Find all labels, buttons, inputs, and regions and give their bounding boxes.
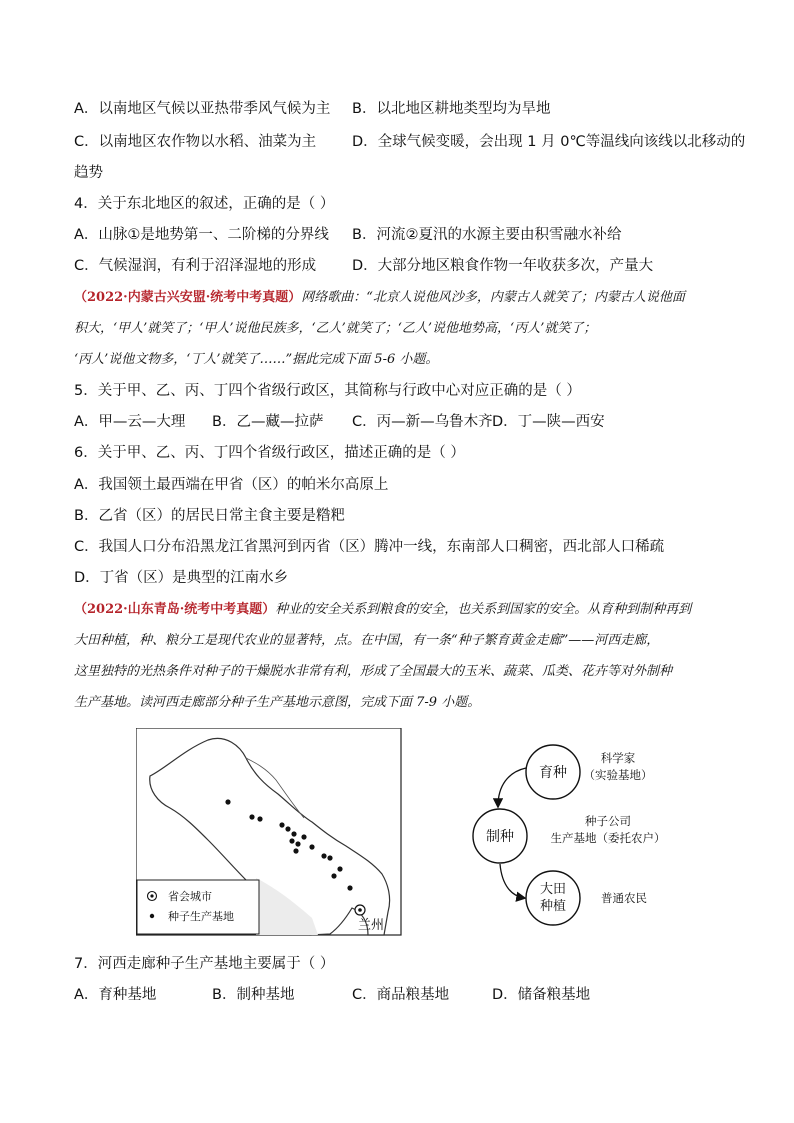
q7-option-a: A．育种基地 [74, 987, 157, 1003]
q6-option-b: B．乙省（区）的居民日常主食主要是糌粑 [74, 508, 345, 524]
legend-base-icon [150, 914, 154, 918]
legend-capital-label: 省会城市 [168, 890, 212, 903]
actor2-label-1: 种子公司 [585, 814, 631, 828]
step-seed-production-label: 制种 [486, 829, 514, 845]
passage1-line1 [74, 288, 685, 308]
seed-base-dot [225, 799, 230, 804]
seed-base-dot [257, 816, 262, 821]
capital-city-icon-center [358, 908, 362, 912]
map-legend [137, 880, 259, 934]
seed-base-dot [285, 826, 290, 831]
seed-base-dot [279, 822, 284, 827]
q4-option-a: A．山脉①是地势第一、二阶梯的分界线 [74, 227, 329, 243]
passage2-text: 种业的安全关系到粮食的安全，也关系到国家的安全。从育种到制种再到 [275, 602, 692, 617]
actor3-label: 普通农民 [601, 891, 647, 905]
passage1-text: 网络歌曲：“北京人说他风沙多，内蒙古人就笑了；内蒙古人说他面 [301, 290, 685, 305]
q5-option-b: B．乙—藏—拉萨 [212, 414, 324, 430]
q6-option-a: A．我国领土最西端在甲省（区）的帕米尔高原上 [74, 477, 389, 493]
passage2-line2: 大田种植，种、粮分工是现代农业的显著特，点。在中国，有一条“种子繁育黄金走廊”——河西走廊， [74, 633, 660, 648]
passage2-source: （2022·山东青岛·统考中考真题） [74, 602, 276, 617]
q4-stem: 4．关于东北地区的叙述，正确的是（ ） [74, 196, 335, 212]
q3-option-d-continued: 趋势 [74, 165, 103, 181]
arrow-breeding-to-production [498, 768, 526, 806]
q7-option-d: D．储备粮基地 [492, 987, 591, 1003]
q5-option-d: D．丁—陕—西安 [492, 414, 605, 430]
legend-base-label: 种子生产基地 [168, 910, 234, 923]
q3-option-d: D．全球气候变暖，会出现 1 月 0℃等温线向该线以北移动的 [352, 134, 746, 150]
q6-stem: 6．关于甲、乙、丙、丁四个省级行政区，描述正确的是（ ） [74, 445, 465, 461]
passage2-line3: 这里独特的光热条件对种子的干燥脱水非常有利，形成了全国最大的玉米、蔬菜、瓜类、花卉等对外制种 [74, 664, 673, 679]
seed-base-dot [327, 855, 332, 860]
seed-base-dot [295, 841, 300, 846]
q3-option-b: B．以北地区耕地类型均为旱地 [352, 101, 551, 117]
seed-base-dot [347, 885, 352, 890]
q7-option-b: B．制种基地 [212, 987, 295, 1003]
q6-option-d: D．丁省（区）是典型的江南水乡 [74, 570, 289, 586]
q7-stem: 7．河西走廊种子生产基地主要属于（ ） [74, 956, 335, 972]
seed-base-dot [293, 848, 298, 853]
passage2-line1 [74, 600, 691, 620]
actor1-label-1: 科学家 [600, 751, 636, 765]
passage1-line2: 积大，‘甲人’就笑了；‘甲人’说他民族多，‘乙人’就笑了；‘乙人’说他地势高，‘丙人’就笑了； [74, 321, 597, 336]
passage1-source: （2022·内蒙古兴安盟·统考中考真题） [74, 290, 302, 305]
seed-base-dot [301, 834, 306, 839]
seed-base-dot [309, 844, 314, 849]
seed-base-dot [337, 866, 342, 871]
step-field-planting-label-2: 种植 [539, 899, 567, 914]
actor2-label-2: 生产基地（委托农户） [550, 831, 666, 845]
seed-base-figure [136, 728, 696, 938]
seed-base-dot [249, 814, 254, 819]
city-label: 兰州 [358, 918, 385, 933]
arrow-production-to-planting [500, 864, 524, 898]
q3-option-a: A．以南地区气候以亚热带季风气候为主 [74, 101, 331, 117]
q5-option-a: A．甲—云—大理 [74, 414, 186, 430]
q5-option-c: C．丙—新—乌鲁木齐 [352, 414, 493, 430]
step-field-planting-label-1: 大田 [539, 882, 567, 897]
q3-option-c: C．以南地区农作物以水稻、油菜为主 [74, 134, 317, 150]
step-breeding-label: 育种 [539, 765, 567, 781]
actor1-label-2: （实验基地） [583, 768, 653, 782]
q5-stem: 5．关于甲、乙、丙、丁四个省级行政区，其简称与行政中心对应正确的是（ ） [74, 383, 581, 399]
q4-option-d: D．大部分地区粮食作物一年收获多次，产量大 [352, 258, 654, 274]
passage1-line3: ‘丙人’说他文物多，‘丁人’就笑了……”据此完成下面 5-6 小题。 [74, 352, 439, 367]
seed-base-dot [321, 853, 326, 858]
q4-option-b: B．河流②夏汛的水源主要由积雪融水补给 [352, 227, 622, 243]
q7-option-c: C．商品粮基地 [352, 987, 450, 1003]
passage2-line4: 生产基地。读河西走廊部分种子生产基地示意图，完成下面 7-9 小题。 [74, 695, 481, 710]
seed-base-dot [289, 838, 294, 843]
step-field-planting-circle [526, 871, 580, 925]
q6-option-c: C．我国人口分布沿黑龙江省黑河到丙省（区）腾冲一线，东南部人口稠密，西北部人口稀疏 [74, 539, 665, 555]
legend-capital-icon-center [150, 894, 153, 897]
q4-option-c: C．气候湿润，有利于沼泽湿地的形成 [74, 258, 317, 274]
seed-base-dot [331, 873, 336, 878]
seed-base-dot [291, 831, 296, 836]
